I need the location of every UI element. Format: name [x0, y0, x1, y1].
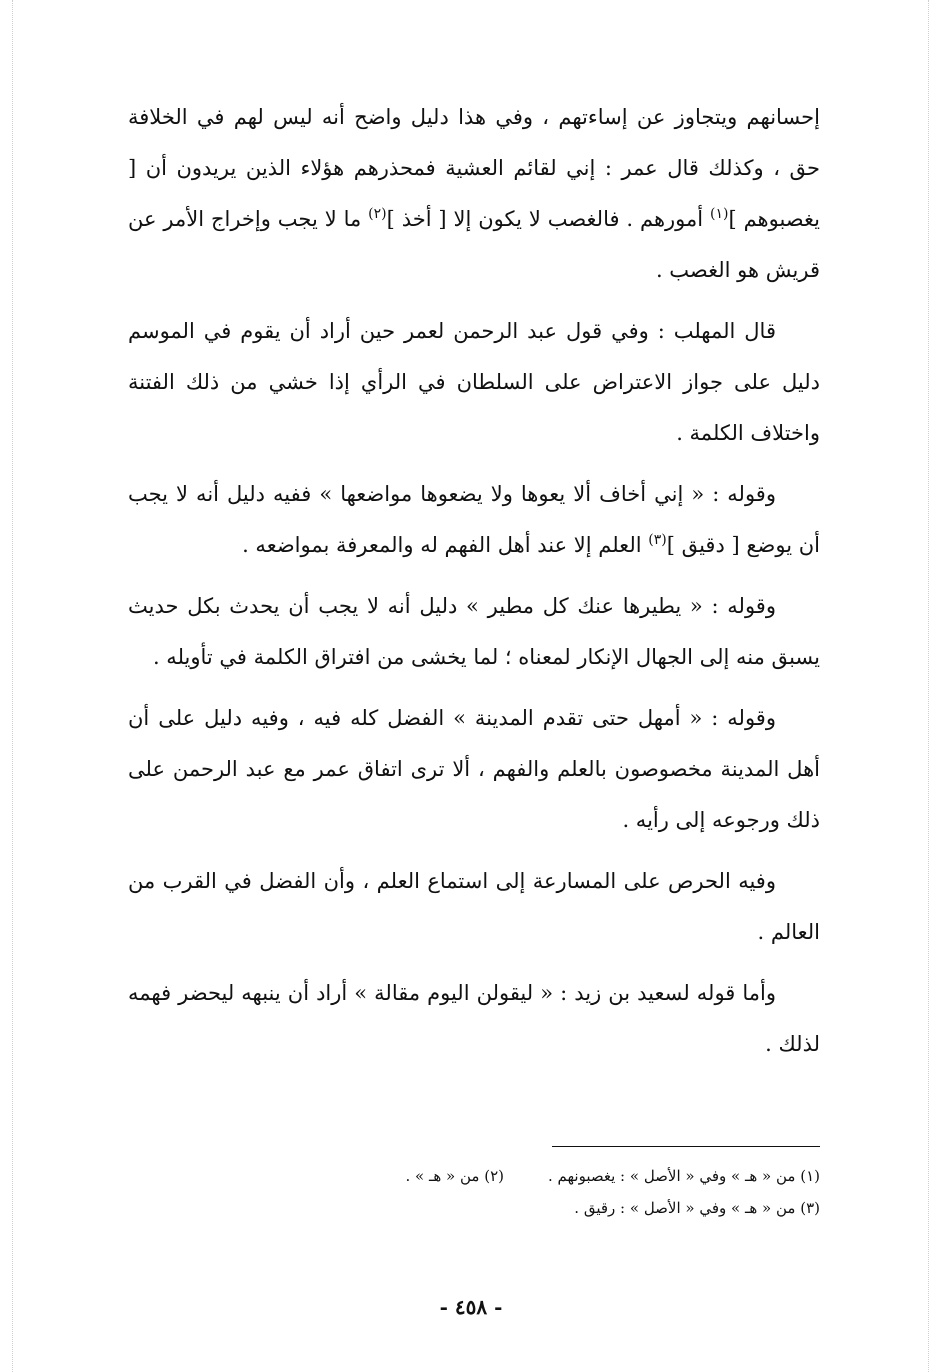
paragraph-4: وقوله : « يطيرها عنك كل مطير » دليل أنه لا يجب أن يحدث بكل حديث يسبق منه إلى الجهال الإنكار لمعناه ؛ لما يخشى من افتراق الكلمة في تأويله .	[128, 594, 820, 669]
paragraph-6: وفيه الحرص على المسارعة إلى استماع العلم ، وأن الفضل في القرب من العالم .	[128, 869, 820, 944]
footnote-3: (٣) من « هـ » وفي « الأصل » : رقيق .	[574, 1199, 820, 1217]
footnote-line-1	[160, 1160, 820, 1192]
paragraph-2: قال المهلب : وفي قول عبد الرحمن لعمر حين أراد أن يقوم في الموسم دليل على جواز الاعتراض على السلطان في الرأي إذا خشي من ذلك الفتنة واختلاف الكلمة .	[128, 319, 820, 445]
footnotes	[160, 1160, 820, 1224]
paragraph-5: وقوله : « أمهل حتى تقدم المدينة » الفضل كله فيه ، وفيه دليل على أن أهل المدينة مخصوصون بالعلم والفهم ، ألا ترى اتفاق عمر مع عبد الرحمن على ذلك ورجوعه إلى رأيه .	[128, 706, 820, 832]
scan-edge-right	[928, 0, 929, 1372]
footnote-2: (٢) من « هـ » .	[405, 1167, 504, 1185]
paragraph-1-part-c: ما لا يجب وإخراج الأمر عن قريش هو الغصب .	[128, 207, 820, 282]
paragraph-1-part-b: أمورهم . فالغصب لا يكون إلا [ أخذ ]	[386, 207, 711, 231]
paragraph-3-part-a: وقوله : « إني أخاف ألا يعوها ولا يضعوها مواضعها » ففيه دليل أنه لا يجب أن يوضع [ دقيق ]	[128, 482, 820, 557]
paragraph-1	[128, 92, 820, 296]
paragraph-3	[128, 469, 820, 571]
page-number: - ٤٥٨ -	[439, 1295, 503, 1319]
footnote-ref-3[interactable]: (٣)	[648, 532, 667, 548]
scan-edge-left	[12, 0, 13, 1372]
paragraph-3-part-b: العلم إلا عند أهل الفهم له والمعرفة بمواضعه .	[242, 533, 649, 557]
footnote-line-2	[160, 1192, 820, 1224]
footnote-ref-2[interactable]: (٢)	[368, 206, 387, 222]
paragraph-1-part-a: إحسانهم ويتجاوز عن إساءتهم ، وفي هذا دليل واضح أنه ليس لهم في الخلافة حق ، وكذلك قال عمر : إني لقائم العشية فمحذرهم هؤلاء الذين يريدون أن [ يغصبوهم ]	[128, 105, 820, 231]
footnote-1: (١) من « هـ » وفي « الأصل » : يغصبونهم .	[547, 1167, 820, 1185]
main-text	[128, 92, 820, 1080]
footnote-divider	[552, 1146, 820, 1147]
paragraph-7: وأما قوله لسعيد بن زيد : « ليقولن اليوم مقالة » أراد أن ينبهه ليحضر فهمه لذلك .	[128, 981, 820, 1056]
footnote-ref-1[interactable]: (١)	[710, 206, 729, 222]
